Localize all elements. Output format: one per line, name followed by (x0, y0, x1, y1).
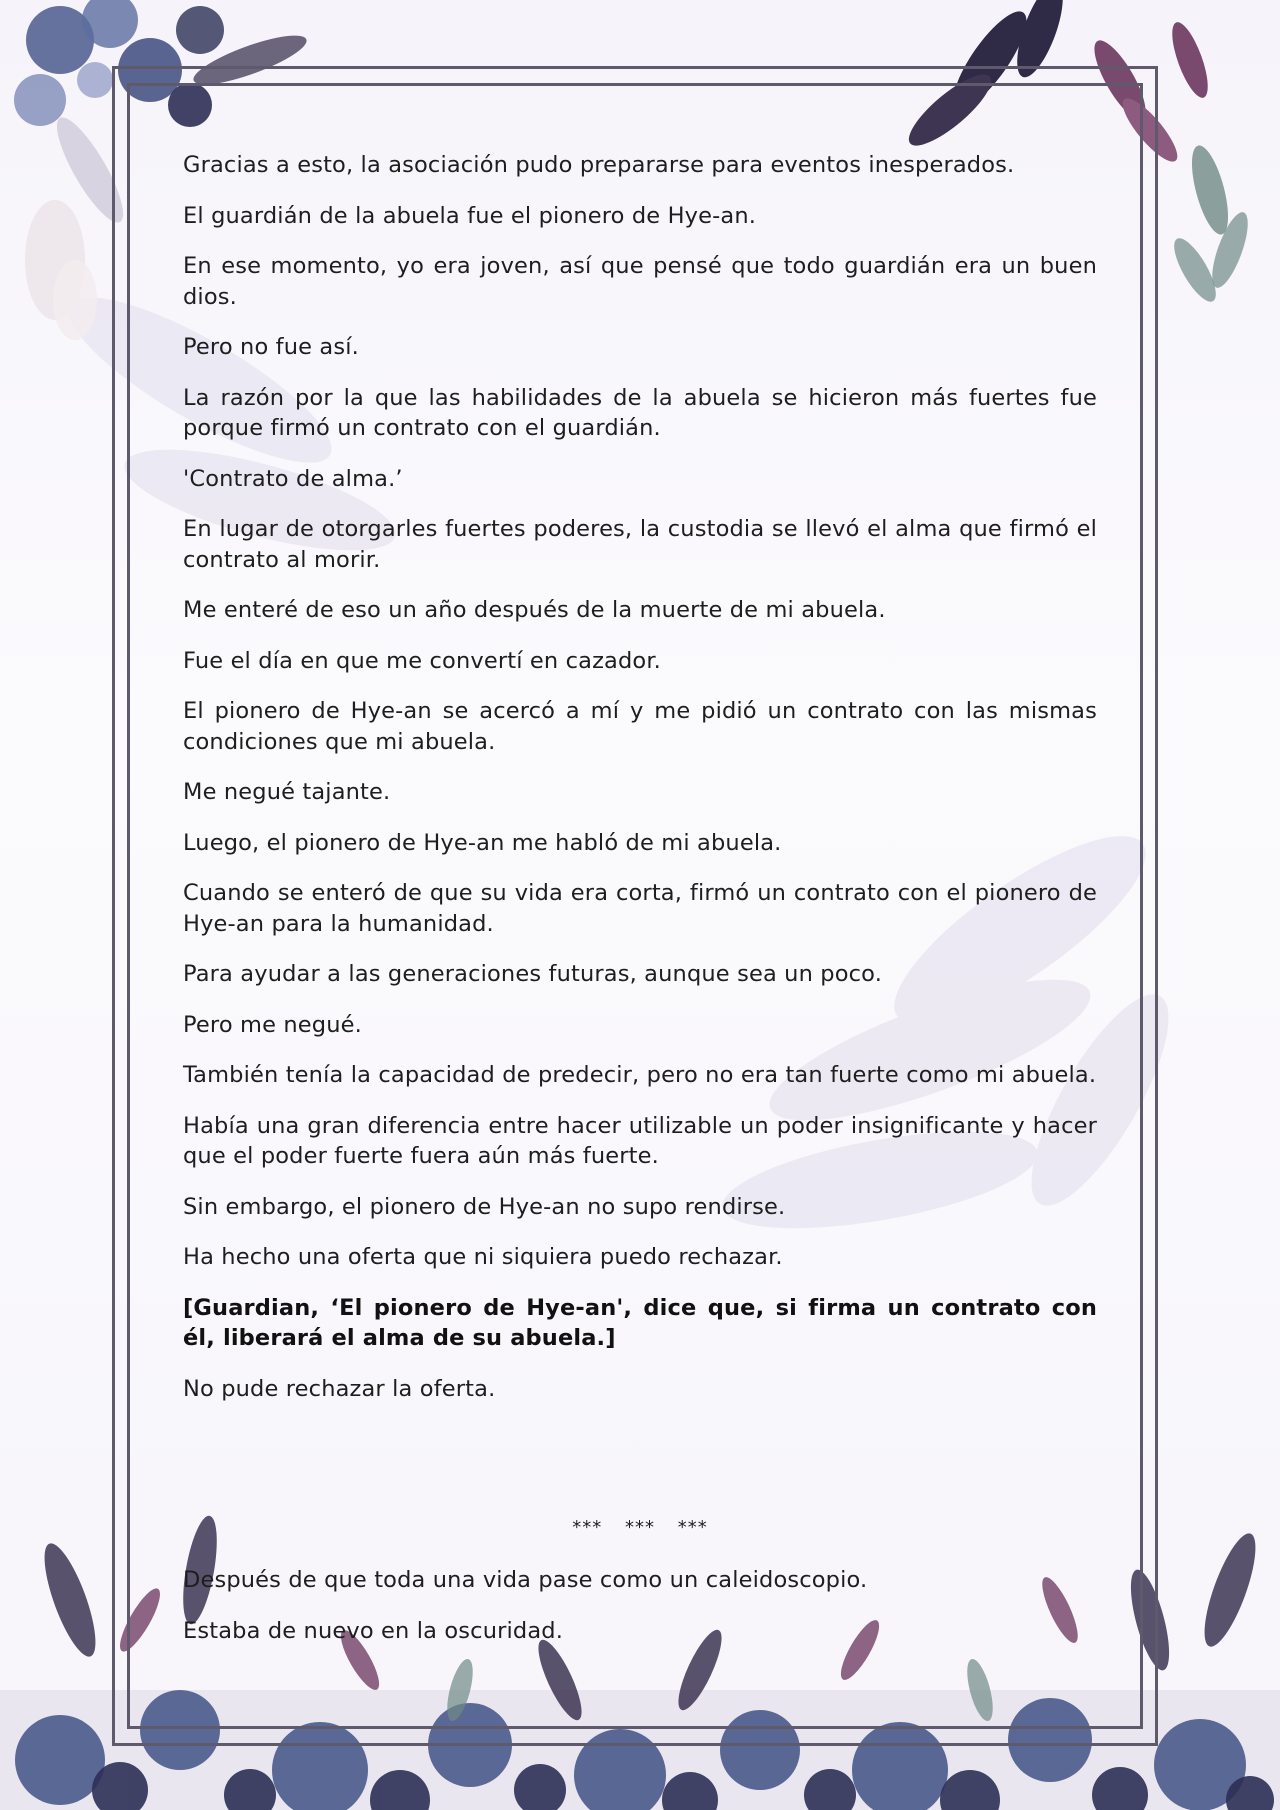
paragraph: El pionero de Hye-an se acercó a mí y me pidió un contrato con las mismas condiciones que mi abuela. (183, 698, 1097, 755)
paragraph: Sin embargo, el pionero de Hye-an no supo rendirse. (183, 1193, 786, 1220)
paragraph: En lugar de otorgarles fuertes poderes, la custodia se llevó el alma que firmó el contrato al morir. (183, 516, 1097, 573)
paragraph: Pero me negué. (183, 1011, 362, 1038)
paragraph: Me enteré de eso un año después de la muerte de mi abuela. (183, 597, 886, 623)
paragraph: En ese momento, yo era joven, así que pensé que todo guardián era un buen dios. (183, 253, 1097, 310)
paragraph: Después de que toda una vida pase como un caleidoscopio. (183, 1567, 868, 1593)
paragraph: Me negué tajante. (183, 779, 391, 805)
paragraph: 'Contrato de alma.’ (183, 465, 403, 492)
paragraph: También tenía la capacidad de predecir, pero no era tan fuerte como mi abuela. (183, 1062, 1097, 1088)
paragraph: La razón por la que las habilidades de la abuela se hicieron más fuertes fue porque firmó un contrato con el guardián. (183, 384, 1097, 441)
paragraph: El guardián de la abuela fue el pionero de Hye-an. (183, 202, 757, 229)
paragraph: Gracias a esto, la asociación pudo prepararse para eventos inesperados. (183, 152, 1015, 178)
paragraph: Fue el día en que me convertí en cazador. (183, 647, 661, 674)
bold-paragraph: [Guardian, ‘El pionero de Hye-an', dice que, si firma un contrato con él, liberará el alma de su abuela.] (183, 1294, 1097, 1351)
paragraph: Cuando se enteró de que su vida era corta, firmó un contrato con el pionero de Hye-an para la humanidad. (183, 880, 1097, 937)
paragraph: Había una gran diferencia entre hacer utilizable un poder insignificante y hacer que el poder fuerte fuera aún más fuerte. (183, 1112, 1097, 1169)
paragraph: Estaba de nuevo en la oscuridad. (183, 1617, 564, 1644)
paragraph: Para ayudar a las generaciones futuras, aunque sea un poco. (183, 961, 882, 987)
closing-text (183, 1565, 1097, 1666)
paragraph: Ha hecho una oferta que ni siquiera puedo rechazar. (183, 1244, 783, 1270)
scene-divider: *** *** *** (572, 1517, 708, 1538)
paragraph: Pero no fue así. (183, 334, 359, 360)
paragraph: No pude rechazar la oferta. (183, 1375, 496, 1402)
main-text (183, 150, 1097, 1424)
paragraph: Luego, el pionero de Hye-an me habló de mi abuela. (183, 829, 782, 856)
